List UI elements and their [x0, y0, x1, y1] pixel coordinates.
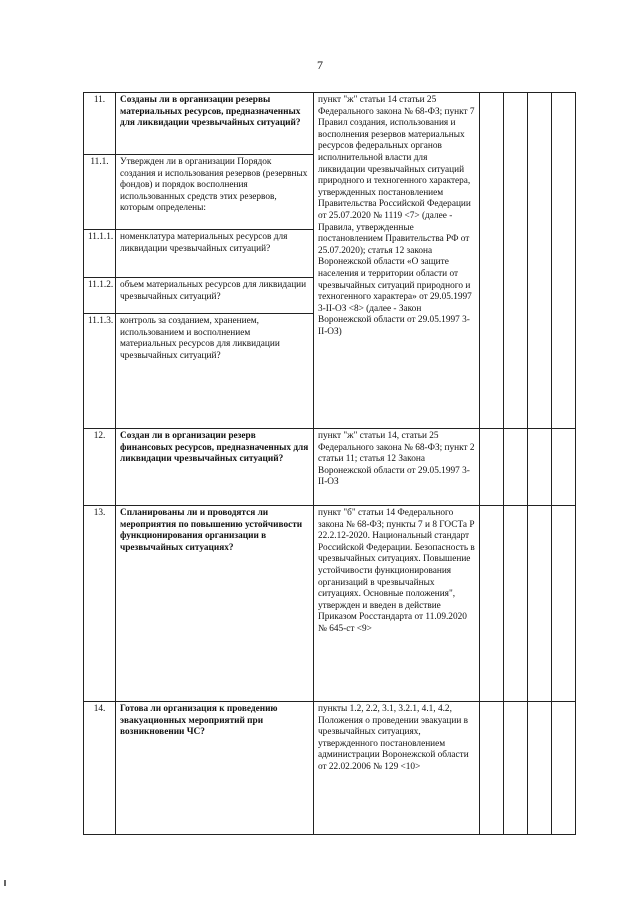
- note-cell: [552, 506, 576, 702]
- answer-no-cell: [504, 93, 528, 429]
- row-number: 13.: [84, 506, 116, 702]
- checklist-table: [83, 92, 576, 835]
- table-row: [84, 93, 576, 155]
- question-text: Создан ли в организации резерв финансовых ресурсов, предназначенных для ликвидации чрезвычайных ситуаций?: [116, 429, 314, 506]
- answer-na-cell: [528, 506, 552, 702]
- row-number: 14.: [84, 702, 116, 835]
- question-text: Спланированы ли и проводятся ли мероприятия по повышению устойчивости функционирования организации в чрезвычайных ситуациях?: [116, 506, 314, 702]
- answer-yes-cell: [480, 93, 504, 429]
- answer-na-cell: [528, 429, 552, 506]
- question-text: номенклатура материальных ресурсов для ликвидации чрезвычайных ситуаций?: [116, 230, 314, 278]
- note-cell: [552, 93, 576, 429]
- answer-yes-cell: [480, 429, 504, 506]
- row-number: 11.1.: [84, 155, 116, 230]
- answer-no-cell: [504, 702, 528, 835]
- question-text: Созданы ли в организации резервы материальных ресурсов, предназначенных для ликвидации чрезвычайных ситуаций?: [116, 93, 314, 155]
- note-cell: [552, 429, 576, 506]
- table-row: [84, 702, 576, 835]
- row-number: 11.1.2.: [84, 278, 116, 314]
- legal-basis: пункт "ж" статьи 14, статьи 25 Федерального закона № 68-ФЗ; пункт 2 статьи 11; статья 12 Закона Воронежской области от 29.05.1997 3-II-ОЗ: [314, 429, 480, 506]
- legal-basis: пункт "ж" статьи 14 статьи 25 Федерального закона № 68-ФЗ; пункт 7 Правил создания, использования и восполнения резервов материальных ресурсов федеральных органов исполнительной власти для ликвидации чрезвычайных ситуаций природного и техногенного характера, утвержденных постановлением Правительства Российской Федерации от 25.07.2020 № 1119 <7> (далее - Правила, утвержденные постановлением Правительства РФ от 25.07.2020); статья 12 закона Воронежской области «О защите населения и территории области от чрезвычайных ситуаций природного и техногенного характера» от 29.05.1997 3-II-ОЗ <8> (далее - Закон Воронежской области от 29.05.1997 3-II-ОЗ): [314, 93, 480, 429]
- row-number: 11.1.3.: [84, 314, 116, 429]
- answer-yes-cell: [480, 702, 504, 835]
- legal-basis: пункт "б" статьи 14 Федерального закона № 68-ФЗ; пункты 7 и 8 ГОСТа Р 22.2.12-2020. Национальный стандарт Российской Федерации. Безопасность в чрезвычайных ситуациях. Повышение устойчивости функционирования организаций в чрезвычайных ситуациях. Основные положения", утвержден и введен в действие Приказом Росстандарта от 11.09.2020 № 645-ст <9>: [314, 506, 480, 702]
- table-row: [84, 429, 576, 506]
- answer-yes-cell: [480, 506, 504, 702]
- answer-no-cell: [504, 429, 528, 506]
- answer-no-cell: [504, 506, 528, 702]
- question-text: контроль за созданием, хранением, использованием и восполнением материальных ресурсов для ликвидации чрезвычайных ситуаций?: [116, 314, 314, 429]
- row-number: 11.: [84, 93, 116, 155]
- row-number: 12.: [84, 429, 116, 506]
- legal-basis: пункты 1.2, 2.2, 3.1, 3.2.1, 4.1, 4.2, Положения о проведении эвакуации в чрезвычайных ситуациях, утвержденного постановлением администрации Воронежской области от 22.02.2006 № 129 <10>: [314, 702, 480, 835]
- scan-margin-mark: [4, 880, 6, 886]
- question-text: Утвержден ли в организации Порядок создания и использования резервов (резервных фондов) и порядок восполнения использованных средств этих резервов, которым определены:: [116, 155, 314, 230]
- table-row: [84, 506, 576, 702]
- answer-na-cell: [528, 93, 552, 429]
- answer-na-cell: [528, 702, 552, 835]
- row-number: 11.1.1.: [84, 230, 116, 278]
- note-cell: [552, 702, 576, 835]
- question-text: Готова ли организация к проведению эвакуационных мероприятий при возникновении ЧС?: [116, 702, 314, 835]
- page-number: 7: [317, 58, 323, 72]
- question-text: объем материальных ресурсов для ликвидации чрезвычайных ситуаций?: [116, 278, 314, 314]
